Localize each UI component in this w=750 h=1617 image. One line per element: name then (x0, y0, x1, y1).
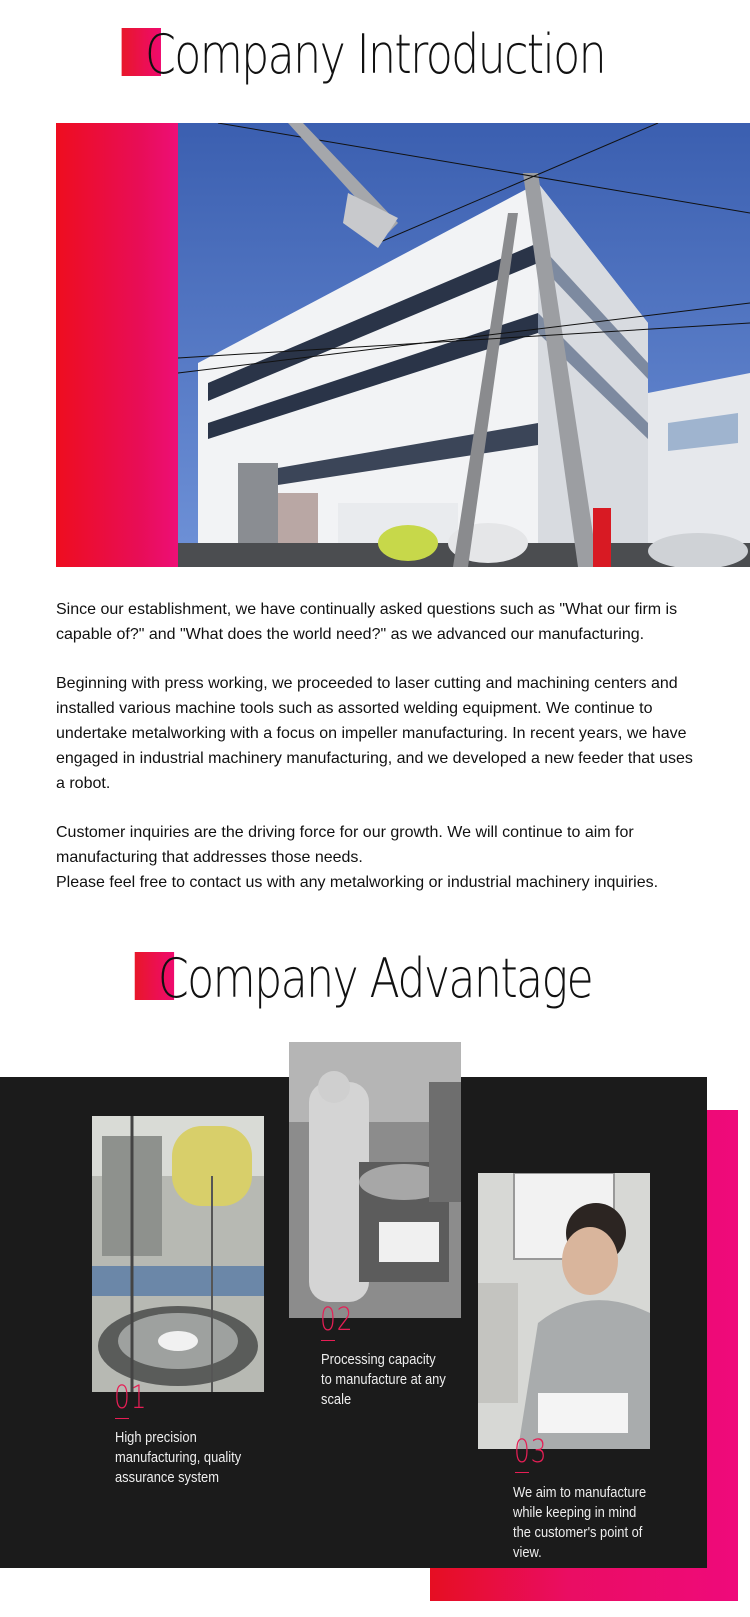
intro-text (56, 597, 706, 919)
card-3-number: 03 (514, 1432, 548, 1470)
intro-title (68, 23, 683, 86)
intro-paragraph-2: Beginning with press working, we proceeded to laser cutting and machining centers and installed various machine tools such as assorted welding equipment. We continue to undertake metalworking with a focus on impeller manufacturing. In recent years, we have engaged in industrial machinery manufacturing, and we developed a new feeder that uses a robot. (56, 675, 693, 792)
card-2-text: Processing capacity to manufacture at any scale (321, 1351, 446, 1408)
intro-paragraph-3: Customer inquiries are the driving force for our growth. We will continue to aim for manufacturing that addresses those needs. (56, 824, 634, 866)
intro-title-first-letter: C (145, 28, 174, 82)
card-1-text: High precision manufacturing, quality assurance system (115, 1429, 242, 1486)
card-1-number: 01 (114, 1378, 148, 1416)
intro-paragraph-4: Please feel free to contact us with any metalworking or industrial machinery inquiries. (56, 874, 659, 891)
advantage-title-first-letter: C (158, 952, 187, 1006)
card-3-text: We aim to manufacture while keeping in mind the customer's point of view. (513, 1484, 647, 1561)
card-1-photo (92, 1116, 264, 1392)
hero-accent-bar (56, 123, 178, 567)
card-2-photo (289, 1042, 461, 1318)
hero-image-block (56, 123, 750, 567)
card-2-number: 02 (320, 1300, 354, 1338)
card-3-divider (515, 1472, 529, 1473)
card-3-photo (478, 1173, 650, 1449)
intro-title-rest: ompany Introduction (174, 23, 606, 86)
card-1-divider (115, 1418, 129, 1419)
intro-paragraph-1: Since our establishment, we have continually asked questions such as "What our firm is capable of?" and "What does the world need?" as we advanced our manufacturing. (56, 601, 678, 643)
advantage-title-rest: ompany Advantage (187, 947, 593, 1010)
advantage-title (68, 947, 683, 1010)
card-2-divider (321, 1340, 335, 1341)
building-photo (178, 123, 750, 567)
